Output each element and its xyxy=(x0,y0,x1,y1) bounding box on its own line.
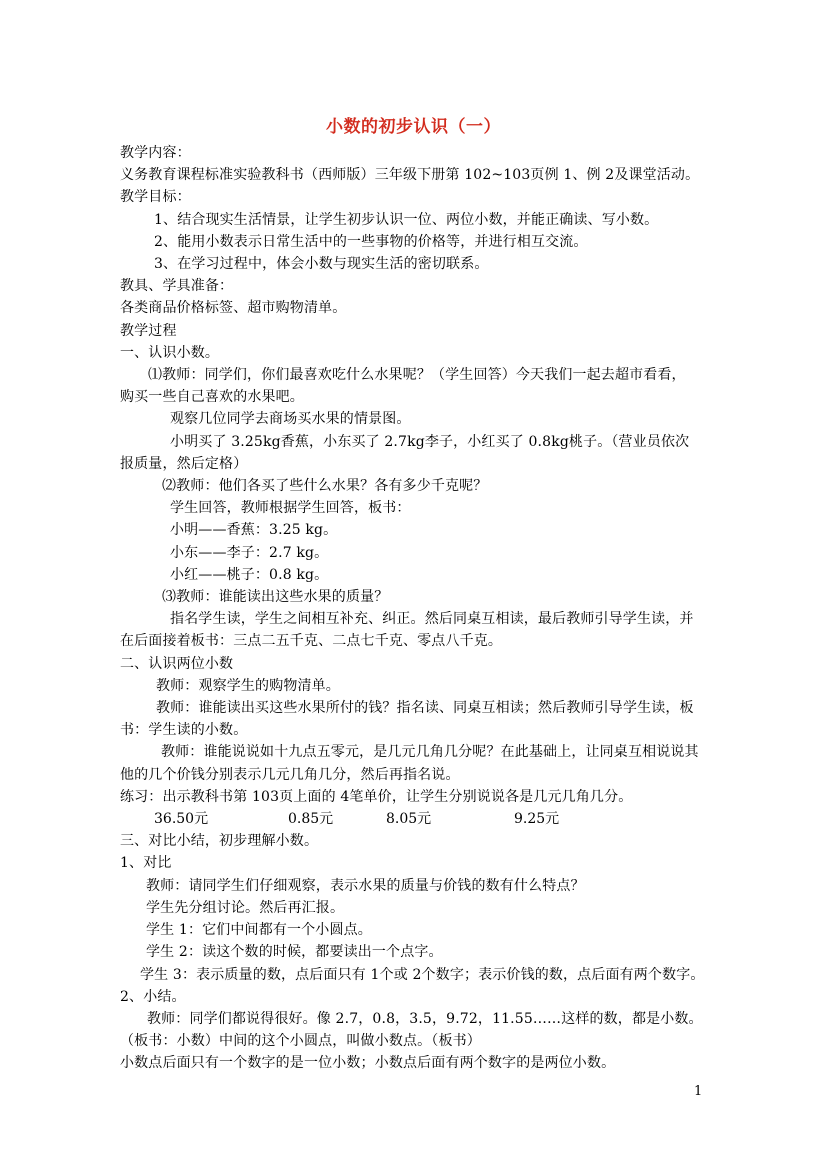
paragraph-line: （板书：小数）中间的这个小圆点，叫做小数点。（板书） xyxy=(120,1033,481,1050)
paragraph-line: 义务教育课程标准实验教科书（西师版）三年级下册第 102~103页例 1、例 2及课堂活动。 xyxy=(120,167,700,184)
section-heading: 教具、学具准备： xyxy=(120,278,234,295)
goal-item: 1、结合现实生活情景，让学生初步认识一位、两位小数，并能正确读、写小数。 xyxy=(154,211,659,228)
price-value: 8.05元 xyxy=(386,811,432,828)
section-heading: 教学内容： xyxy=(120,145,191,161)
paragraph-line: ⑴教师：同学们，你们最喜欢吃什么水果呢？（学生回答）今天我们一起去超市看看， xyxy=(148,367,686,384)
price-list xyxy=(120,808,710,830)
paragraph-line: 教师：观察学生的购物清单。 xyxy=(156,677,340,694)
subsection-heading: 2、小结。 xyxy=(120,988,186,1005)
document-body xyxy=(120,142,710,1075)
paragraph-line: ⑵教师：他们各买了些什么水果？各有多少千克呢？ xyxy=(162,478,488,495)
page-title: 小数的初步认识（一） xyxy=(326,117,501,137)
paragraph-line: 小数点后面只有一个数字的是一位小数；小数点后面有两个数字的是两位小数。 xyxy=(120,1055,616,1072)
paragraph-line: 他的几个价钱分别表示几元几角几分，然后再指名说。 xyxy=(120,766,460,783)
paragraph-line: 学生先分组讨论。然后再汇报。 xyxy=(146,899,345,916)
page-number: 1 xyxy=(694,1084,703,1099)
price-value: 36.50元 xyxy=(154,811,209,828)
paragraph-line: 报质量，然后定格） xyxy=(120,455,248,472)
section-heading: 三、对比小结，初步理解小数。 xyxy=(120,833,319,850)
subsection-heading: 1、对比 xyxy=(120,855,172,872)
board-note: 小明——香蕉：3.25 kg。 xyxy=(170,522,338,539)
paragraph-line: 教师：谁能说说如十九点五零元，是几元几角几分呢？在此基础上，让同桌互相说说其 xyxy=(161,744,699,761)
exercise-line: 练习：出示教科书第 103页上面的 4笔单价，让学生分别说说各是几元几角几分。 xyxy=(120,788,633,805)
paragraph-line: 教师：同学们都说得很好。像 2.7，0.8，3.5，9.72，11.55……这样的数，都是小数。 xyxy=(147,1010,703,1027)
goal-item: 2、能用小数表示日常生活中的一些事物的价格等，并进行相互交流。 xyxy=(154,233,588,250)
paragraph-line: 小明买了 3.25kg香蕉，小东买了 2.7kg李子，小红买了 0.8kg桃子。（营业员依次 xyxy=(170,433,690,450)
paragraph-line: 教师：请同学生们仔细观察，表示水果的质量与价钱的数有什么特点？ xyxy=(146,877,585,894)
paragraph-line: 购买一些自己喜欢的水果吧。 xyxy=(120,389,304,406)
paragraph-line: ⑶教师：谁能读出这些水果的质量？ xyxy=(162,589,389,606)
paragraph-line: 学生 3：表示质量的数，点后面只有 1个或 2个数字；表示价钱的数，点后面有两个数字。 xyxy=(140,966,705,983)
paragraph-line: 各类商品价格标签、超市购物清单。 xyxy=(120,300,347,317)
paragraph-line: 在后面接着板书：三点二五千克、二点七千克、零点八千克。 xyxy=(120,633,503,650)
section-heading: 二、认识两位小数 xyxy=(120,655,234,672)
board-note: 小红——桃子：0.8 kg。 xyxy=(170,566,329,583)
paragraph-line: 指名学生读，学生之间相互补充、纠正。然后同桌互相读，最后教师引导学生读，并 xyxy=(170,611,694,628)
paragraph-line: 教师：谁能读出买这些水果所付的钱？指名读、同桌互相读；然后教师引导学生读，板 xyxy=(156,700,694,717)
paragraph-line: 观察几位同学去商场买水果的情景图。 xyxy=(170,411,411,428)
paragraph-line: 书：学生读的小数。 xyxy=(120,722,248,739)
paragraph-line: 学生回答，教师根据学生回答，板书： xyxy=(170,500,411,517)
section-heading: 教学过程 xyxy=(120,322,177,339)
price-value: 0.85元 xyxy=(288,811,334,828)
paragraph-line: 学生 1：它们中间都有一个小圆点。 xyxy=(146,922,372,939)
section-heading: 一、认识小数。 xyxy=(120,344,220,361)
goal-item: 3、在学习过程中，体会小数与现实生活的密切联系。 xyxy=(154,256,489,273)
board-note: 小东——李子：2.7 kg。 xyxy=(170,544,329,561)
section-heading: 教学目标： xyxy=(120,189,191,206)
paragraph-line: 学生 2：读这个数的时候，都要读出一个点字。 xyxy=(146,944,443,961)
price-value: 9.25元 xyxy=(514,811,560,828)
